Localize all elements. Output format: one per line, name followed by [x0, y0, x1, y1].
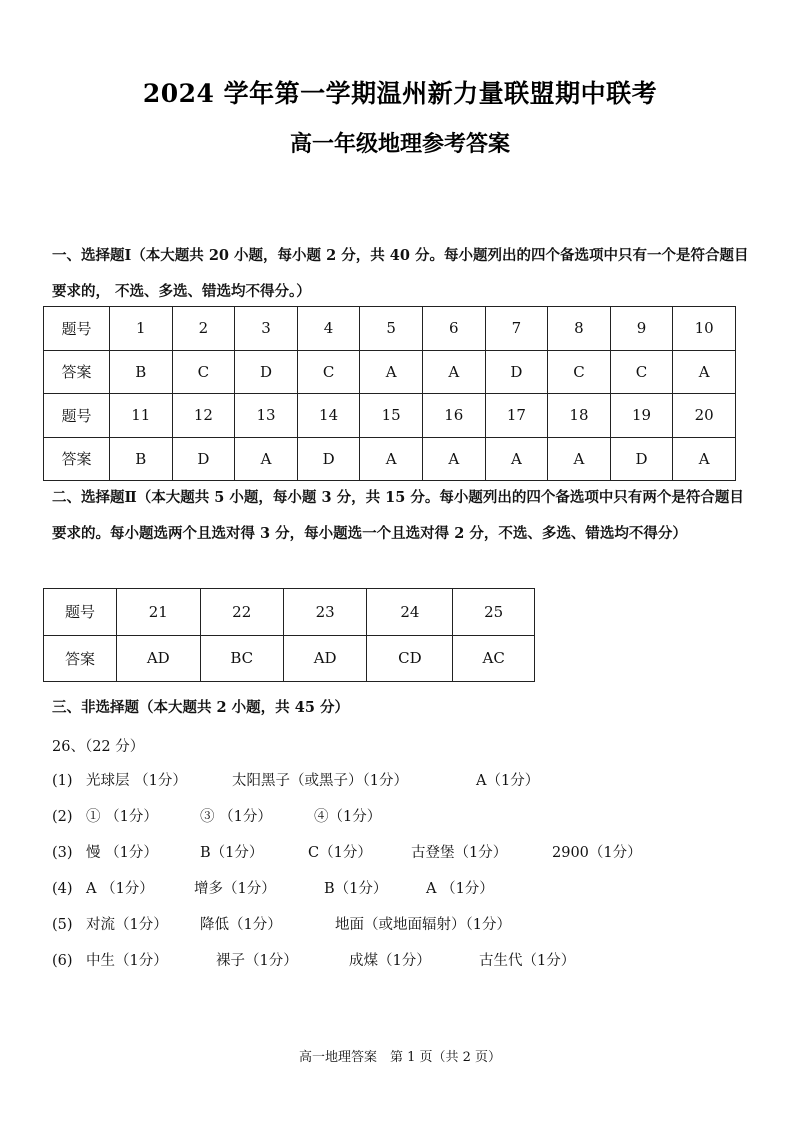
answer-line-6: [52, 949, 575, 970]
answer-item: 对流（1分）: [86, 917, 168, 933]
question-number: 20: [673, 394, 736, 438]
answer-cell: B: [110, 437, 173, 481]
answer-cell: D: [297, 437, 360, 481]
table-row: [44, 635, 535, 682]
question-26-heading: 26、（22 分）: [52, 739, 145, 755]
answer-cell: AD: [117, 635, 201, 682]
answer-line-2: [52, 805, 381, 826]
answer-line-5: [52, 913, 511, 934]
answer-line-4: [52, 877, 494, 898]
answer-cell: A: [360, 350, 423, 394]
answer-line-label: (1): [52, 773, 73, 789]
section2-answer-table: [43, 588, 535, 682]
question-number-label: 题号: [44, 589, 117, 636]
answer-item: 光球层 （1分）: [86, 773, 187, 789]
answer-cell: C: [297, 350, 360, 394]
answer-cell: A: [673, 437, 736, 481]
section1-answer-table: [43, 306, 736, 481]
answer-cell: AC: [453, 635, 535, 682]
table-row: [44, 589, 535, 636]
question-number: 25: [453, 589, 535, 636]
answer-line-label: (3): [52, 845, 73, 861]
answer-item: 成煤（1分）: [349, 953, 431, 969]
exam-title: 2024 学年第一学期温州新力量联盟期中联考: [142, 79, 658, 108]
answer-cell: A: [235, 437, 298, 481]
question-number: 21: [117, 589, 201, 636]
answer-item: ① （1分）: [86, 809, 158, 825]
answer-key-subtitle: 高一年级地理参考答案: [289, 131, 510, 157]
table-row: [44, 307, 736, 351]
answer-item: 2900（1分）: [552, 845, 642, 861]
answer-cell: D: [610, 437, 673, 481]
question-number: 17: [485, 394, 548, 438]
question-number: 11: [110, 394, 173, 438]
question-number: 18: [548, 394, 611, 438]
question-number: 7: [485, 307, 548, 351]
answer-cell: AD: [283, 635, 367, 682]
answer-line-3: [52, 841, 642, 862]
question-number: 2: [172, 307, 235, 351]
page-footer: 高一地理答案 第 1 页（共 2 页）: [298, 1050, 502, 1065]
answer-cell: A: [422, 350, 485, 394]
question-number: 8: [548, 307, 611, 351]
answer-label: 答案: [44, 437, 110, 481]
answer-item: C（1分）: [308, 845, 372, 861]
question-number-label: 题号: [44, 394, 110, 438]
answer-cell: A: [422, 437, 485, 481]
section3-heading: 三、非选择题（本大题共 2 小题，共 45 分）: [52, 699, 349, 716]
answer-item: 慢 （1分）: [86, 845, 158, 861]
answer-cell: D: [235, 350, 298, 394]
answer-line-label: (4): [52, 881, 73, 897]
answer-cell: C: [610, 350, 673, 394]
answer-item: B（1分）: [200, 845, 264, 861]
answer-cell: A: [360, 437, 423, 481]
table-row: [44, 350, 736, 394]
answer-cell: B: [110, 350, 173, 394]
question-number: 22: [200, 589, 283, 636]
question-number-label: 题号: [44, 307, 110, 351]
answer-line-1: [52, 769, 539, 790]
question-number: 9: [610, 307, 673, 351]
answer-item: 古登堡（1分）: [411, 845, 508, 861]
answer-cell: D: [172, 437, 235, 481]
answer-line-label: (5): [52, 917, 73, 933]
question-number: 13: [235, 394, 298, 438]
answer-item: 地面（或地面辐射）（1分）: [335, 917, 511, 933]
question-number: 3: [235, 307, 298, 351]
section2-heading: 二、选择题Ⅱ（本大题共 5 小题，每小题 3 分，共 15 分。每小题列出的四个备选项中只有两个是符合题目要求的。每小题选两个且选对得 3 分，每小题选一个且选对得 2 分，不选、多选、错选均不得分）: [52, 489, 744, 542]
answer-label: 答案: [44, 635, 117, 682]
question-number: 16: [422, 394, 485, 438]
answer-item: 太阳黑子（或黑子）（1分）: [232, 773, 408, 789]
answer-item: ③ （1分）: [200, 809, 272, 825]
section1-heading: 一、选择题Ⅰ（本大题共 20 小题，每小题 2 分，共 40 分。每小题列出的四个备选项中只有一个是符合题目要求的， 不选、多选、错选均不得分。）: [52, 247, 749, 300]
question-number: 10: [673, 307, 736, 351]
question-number: 15: [360, 394, 423, 438]
answer-label: 答案: [44, 350, 110, 394]
table-row: [44, 437, 736, 481]
answer-cell: CD: [367, 635, 453, 682]
question-number: 19: [610, 394, 673, 438]
answer-item: ④（1分）: [314, 809, 382, 825]
answer-item: 裸子（1分）: [216, 953, 298, 969]
answer-cell: BC: [200, 635, 283, 682]
answer-cell: A: [485, 437, 548, 481]
answer-cell: D: [485, 350, 548, 394]
answer-item: A（1分）: [476, 773, 540, 789]
answer-line-label: (6): [52, 953, 73, 969]
answer-item: 增多（1分）: [194, 881, 276, 897]
answer-cell: A: [548, 437, 611, 481]
question-number: 6: [422, 307, 485, 351]
answer-line-label: (2): [52, 809, 73, 825]
answer-item: A （1分）: [426, 881, 494, 897]
question-number: 12: [172, 394, 235, 438]
question-number: 1: [110, 307, 173, 351]
table-row: [44, 394, 736, 438]
answer-item: 降低（1分）: [200, 917, 282, 933]
answer-item: 古生代（1分）: [479, 953, 576, 969]
question-number: 24: [367, 589, 453, 636]
answer-item: A （1分）: [86, 881, 154, 897]
question-number: 23: [283, 589, 367, 636]
question-number: 14: [297, 394, 360, 438]
answer-cell: C: [172, 350, 235, 394]
answer-item: B（1分）: [324, 881, 388, 897]
question-number: 5: [360, 307, 423, 351]
answer-cell: A: [673, 350, 736, 394]
answer-cell: C: [548, 350, 611, 394]
answer-item: 中生（1分）: [86, 953, 168, 969]
question-number: 4: [297, 307, 360, 351]
